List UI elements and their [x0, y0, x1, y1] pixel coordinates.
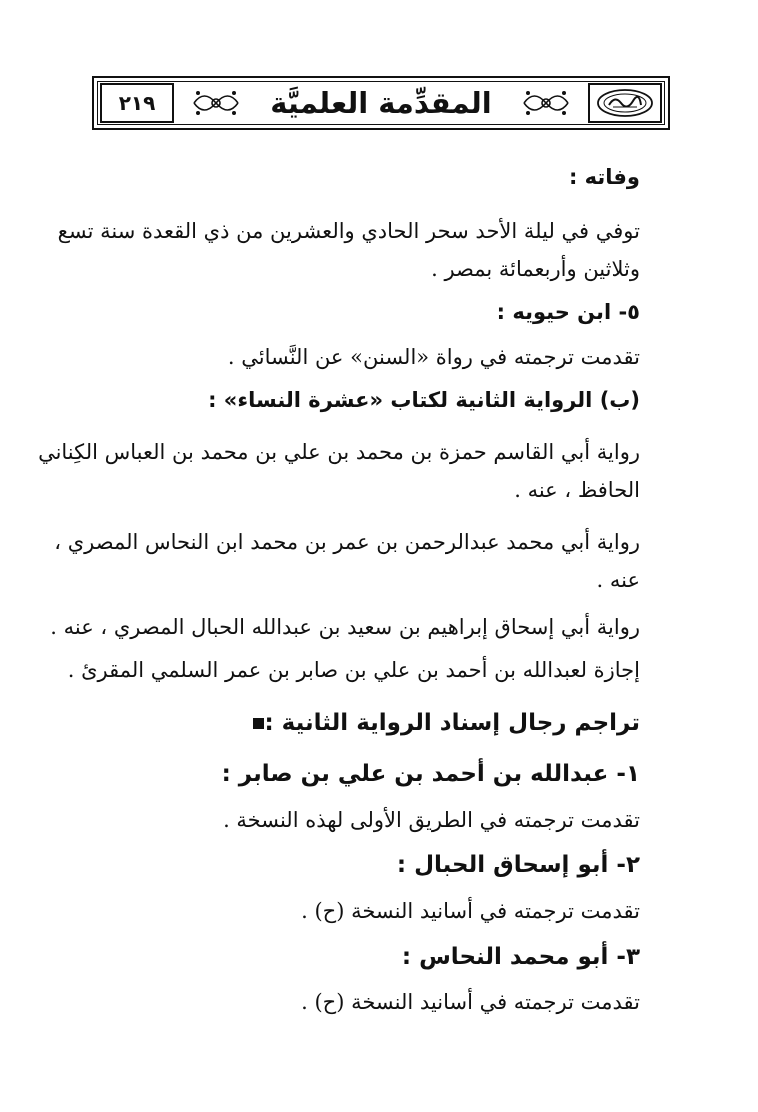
- emblem-box: [588, 83, 662, 123]
- paragraph-line: تقدمت ترجمته في أسانيد النسخة (ح) .: [301, 990, 640, 1014]
- paragraph-line: توفي في ليلة الأحد سحر الحادي والعشرين من ذي القعدة سنة تسع: [57, 219, 640, 243]
- heading-second-narration: (ب) الرواية الثانية لكتاب «عشرة النساء» :: [208, 388, 640, 412]
- heading-narrator-1: ١- عبدالله بن أحمد بن علي بن صابر :: [221, 761, 640, 787]
- paragraph-line: وثلاثين وأربعمائة بمصر .: [431, 257, 640, 281]
- square-bullet-icon: [253, 718, 264, 729]
- paragraph-line: رواية أبي القاسم حمزة بن محمد بن علي بن محمد بن العباس الكِناني: [38, 440, 640, 464]
- paragraph-line: تقدمت ترجمته في أسانيد النسخة (ح) .: [301, 899, 640, 923]
- paragraph-line: عنه .: [596, 568, 640, 592]
- section-heading-text: تراجم رجال إسناد الرواية الثانية :: [264, 710, 640, 736]
- heading-ibn-hayawayh: ٥- ابن حيويه :: [496, 300, 640, 324]
- calligraphy-emblem-icon: [595, 87, 655, 119]
- floral-ornament-icon: [190, 85, 242, 121]
- paragraph-line: تقدمت ترجمته في رواة «السنن» عن النَّسائي .: [227, 345, 640, 369]
- floral-ornament-icon: [520, 85, 572, 121]
- heading-narrator-3: ٣- أبو محمد النحاس :: [401, 944, 640, 970]
- heading-narrator-2: ٢- أبو إسحاق الحبال :: [396, 852, 640, 878]
- section-heading: [245, 708, 640, 738]
- heading-death: وفاته :: [568, 165, 640, 189]
- paragraph-line: رواية أبي إسحاق إبراهيم بن سعيد بن عبدالله الحبال المصري ، عنه .: [50, 615, 640, 639]
- running-title-area: [180, 86, 582, 120]
- page-number-box: [100, 83, 174, 123]
- page-number: ٢١٩: [118, 91, 156, 115]
- paragraph-line: الحافظ ، عنه .: [514, 478, 640, 502]
- paragraph-line: تقدمت ترجمته في الطريق الأولى لهذه النسخة .: [223, 808, 640, 832]
- paragraph-line: رواية أبي محمد عبدالرحمن بن عمر بن محمد ابن النحاس المصري ،: [54, 530, 640, 554]
- paragraph-line: إجازة لعبدالله بن أحمد بن علي بن صابر بن عمر السلمي المقرئ .: [67, 658, 640, 682]
- page-header: [92, 76, 670, 130]
- running-title: المقدِّمة العلميَّة: [270, 86, 492, 120]
